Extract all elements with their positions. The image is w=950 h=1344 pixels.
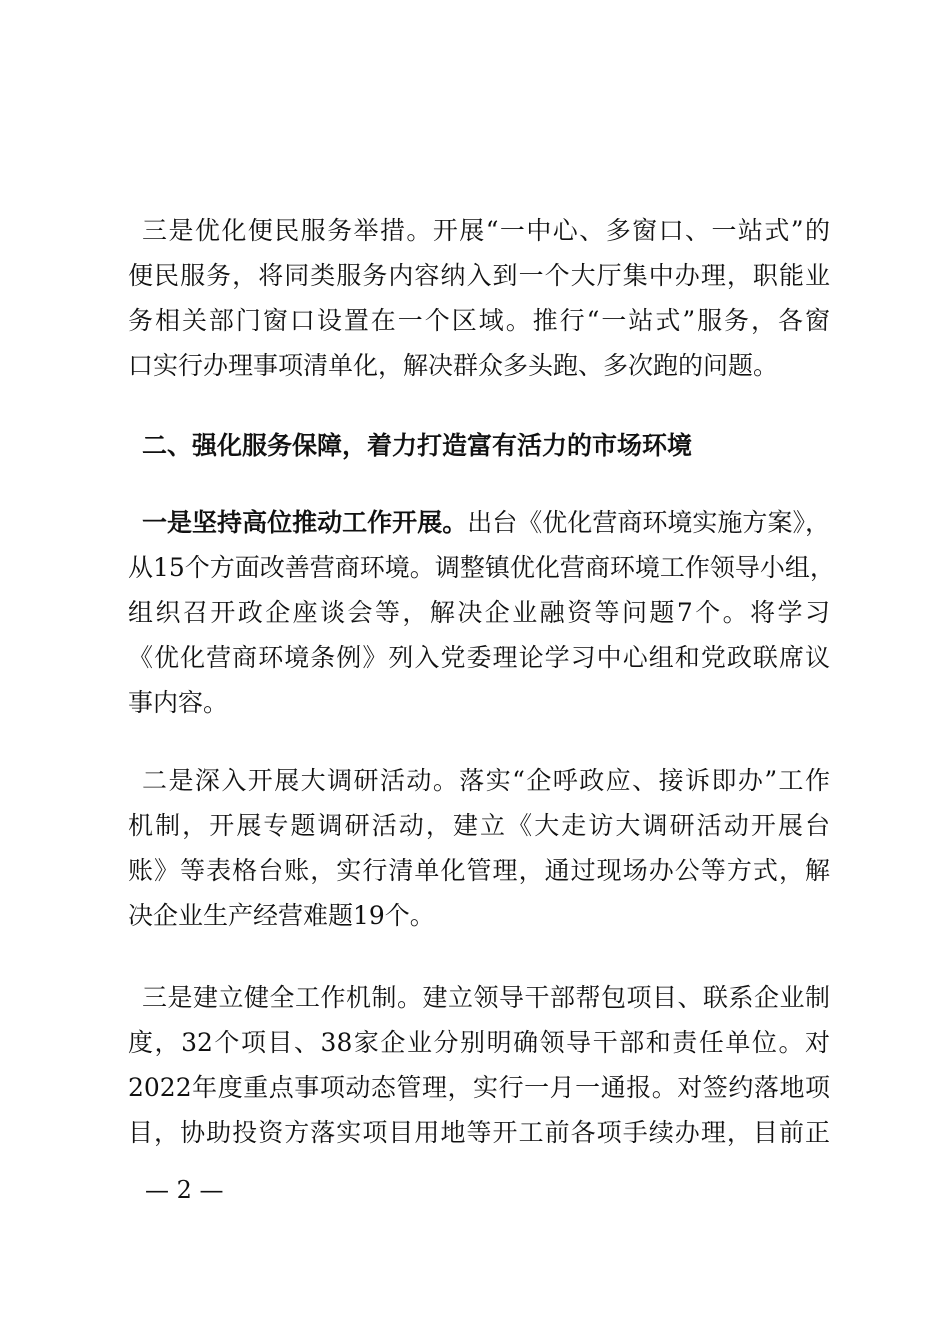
text-line: 《优化营商环境条例》列入党委理论学习中心组和党政联席议 — [128, 643, 830, 672]
text-line: 便民服务，将同类服务内容纳入到一个大厅集中办理，职能业 — [128, 261, 830, 290]
text-line: 2022年度重点事项动态管理，实行一月一通报。对签约落地项 — [128, 1073, 830, 1102]
paragraph-lead: 一是坚持高位推动工作开展。 — [142, 508, 468, 537]
text-line: 二是深入开展大调研活动。落实“企呼政应、接诉即办”工作 — [142, 766, 830, 795]
paragraph-research-activities — [128, 758, 830, 938]
text-line: 事内容。 — [128, 688, 229, 717]
text-line: 组织召开政企座谈会等，解决企业融资等问题7个。将学习 — [128, 598, 830, 627]
text-line: 目，协助投资方落实项目用地等开工前各项手续办理，目前正 — [128, 1118, 830, 1147]
text-span: 出台《优化营商环境实施方案》， — [467, 508, 830, 537]
paragraph-high-level-promotion — [128, 500, 835, 725]
text-line: 机制，开展专题调研活动，建立《大走访大调研活动开展台 — [128, 811, 830, 840]
text-line: 从15个方面改善营商环境。调整镇优化营商环境工作领导小组， — [128, 553, 835, 582]
text-line: 账》等表格台账，实行清单化管理，通过现场办公等方式，解 — [128, 856, 830, 885]
paragraph-convenience-services — [128, 208, 830, 388]
text-line: 务相关部门窗口设置在一个区域。推行“一站式”服务，各窗 — [128, 306, 830, 335]
section-heading: 二、强化服务保障，着力打造富有活力的市场环境 — [142, 431, 693, 460]
text-line: 口实行办理事项清单化，解决群众多头跑、多次跑的问题。 — [128, 351, 779, 380]
page-number: — 2 — — [145, 1176, 224, 1204]
paragraph-work-mechanism — [128, 975, 830, 1155]
text-line: 度，32个项目、38家企业分别明确领导干部和责任单位。对 — [128, 1028, 830, 1057]
text-line — [128, 500, 830, 545]
text-line: 三是建立健全工作机制。建立领导干部帮包项目、联系企业制 — [142, 983, 830, 1012]
text-line: 决企业生产经营难题19个。 — [128, 901, 435, 930]
text-line: 三是优化便民服务举措。开展“一中心、多窗口、一站式”的 — [142, 216, 830, 245]
